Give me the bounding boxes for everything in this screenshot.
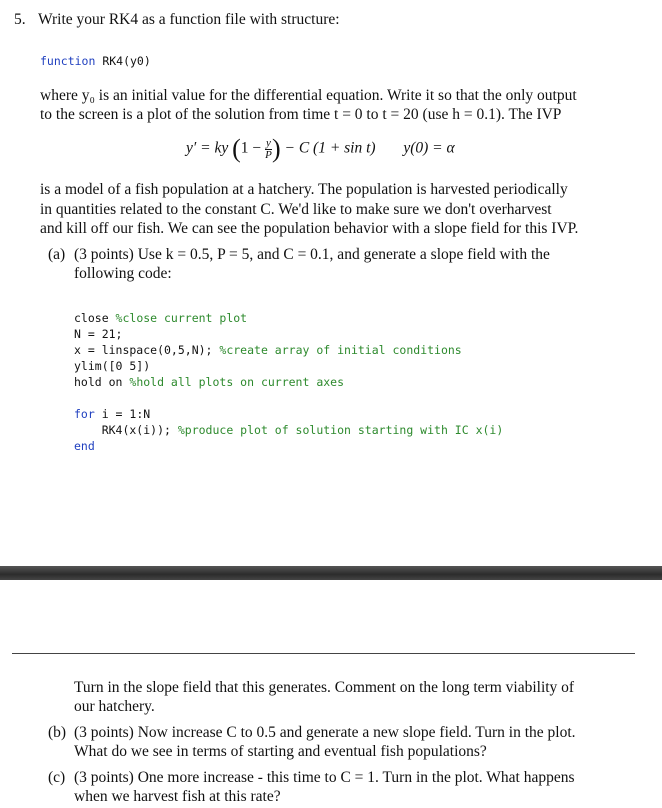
- para2-line2: in quantities related to the constant C. We'd like to make sure we don't overharvest: [40, 201, 552, 218]
- signature-name: RK4(y0): [95, 54, 151, 68]
- ivp-equation: [186, 134, 455, 164]
- part-c-line1: (3 points) One more increase - this time to C = 1. Turn in the plot. What happens: [74, 769, 575, 786]
- code-comment: %hold all plots on current axes: [129, 375, 345, 389]
- equation-close-paren: ): [271, 134, 281, 163]
- page-top-rule: [12, 653, 635, 654]
- code-comment: %create array of initial conditions: [219, 343, 462, 357]
- equation-lhs: y′ = ky: [186, 139, 229, 157]
- problem-heading: Write your RK4 as a function file with structure:: [38, 11, 340, 28]
- part-b-line1: (3 points) Now increase C to 0.5 and generate a new slope field. Turn in the plot.: [74, 724, 576, 741]
- code-line-3: x = linspace(0,5,N); %create array of initial conditions: [74, 343, 462, 357]
- code-line-4: ylim([0 5]): [74, 359, 151, 373]
- code-comment: %produce plot of solution starting with IC x(i): [177, 423, 504, 437]
- part-c-line2: when we harvest fish at this rate?: [74, 788, 281, 805]
- para2-line1: is a model of a fish population at a hatchery. The population is harvested periodically: [40, 181, 568, 198]
- para2-line3: and kill off our fish. We can see the population behavior with a slope field for this IVP.: [40, 220, 579, 237]
- para1-line1: where y₀ is an initial value for the differential equation. Write it so that the only output: [40, 87, 577, 104]
- code-block: [74, 311, 614, 461]
- fraction-numerator: y: [266, 136, 271, 149]
- code-line-7: RK4(x(i)); %produce plot of solution starting with IC x(i): [74, 423, 504, 437]
- equation-open-paren: (: [232, 134, 241, 163]
- part-a-line1: (3 points) Use k = 0.5, P = 5, and C = 0.1, and generate a slope field with the: [74, 246, 550, 263]
- equation-one-minus: 1 −: [240, 139, 266, 157]
- code-line-1: close %close current plot: [74, 311, 248, 325]
- code-line-5: hold on %hold all plots on current axes: [74, 375, 345, 389]
- function-signature: [40, 54, 151, 68]
- code-line-2: N = 21;: [74, 327, 123, 341]
- part-b-line2: What do we see in terms of starting and eventual fish populations?: [74, 743, 487, 760]
- code-keyword: end: [74, 439, 95, 453]
- equation-fraction: [265, 138, 272, 161]
- part-b-label: (b): [48, 724, 67, 741]
- part-a-cont-line1: Turn in the slope field that this generates. Comment on the long term viability of: [74, 679, 575, 696]
- code-comment: %close current plot: [115, 311, 248, 325]
- part-a-cont-line2: our hatchery.: [74, 698, 155, 715]
- equation-initial-condition: y(0) = α: [403, 139, 455, 157]
- code-keyword: for: [74, 407, 95, 421]
- part-a-label: (a): [48, 246, 66, 263]
- signature-keyword: function: [40, 54, 96, 68]
- code-line-6: for i = 1:N: [74, 407, 151, 421]
- equation-harvest-term: − C (1 + sin t): [280, 139, 376, 157]
- part-a-line2: following code:: [74, 265, 172, 282]
- para1-line2: to the screen is a plot of the solution from time t = 0 to t = 20 (use h = 0.1). The IVP: [40, 106, 562, 123]
- problem-number: 5.: [14, 11, 26, 28]
- page-break-bar: [0, 566, 662, 580]
- code-line-8: [74, 439, 95, 453]
- part-c-label: (c): [48, 769, 66, 786]
- fraction-denominator: P: [265, 148, 272, 161]
